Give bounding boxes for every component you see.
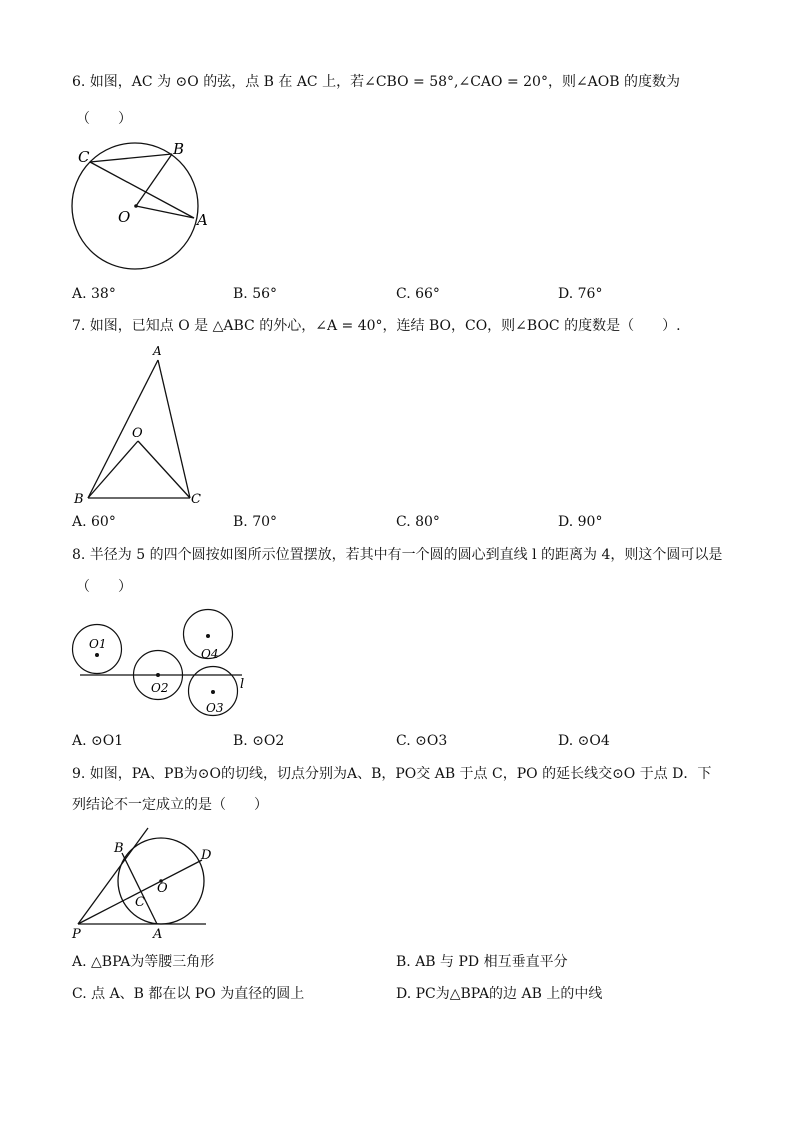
q9-option-a[interactable]: A. △BPA为等腰三角形 [72,954,215,970]
q7-option-d[interactable]: D. 90° [558,514,603,530]
q9-stem-line2: 列结论不一定成立的是（ ） [72,797,268,813]
q9-label-d: D [201,848,212,863]
q6-paren: （ ） [76,111,132,127]
q9-label-o: O [157,881,168,896]
q9-label-a: A [153,927,163,942]
q8-label-o3: O3 [206,701,224,715]
q9-option-c[interactable]: C. 点 A、B 都在以 PO 为直径的圆上 [72,986,305,1002]
q9-figure [64,820,224,945]
q7-option-a[interactable]: A. 60° [72,514,116,530]
q6-label-b: B [173,140,185,158]
q8-option-b[interactable]: B. ⊙O2 [233,733,285,749]
q8-option-d[interactable]: D. ⊙O4 [558,733,610,749]
q9-label-b: B [114,841,124,856]
q6-stem: 6. 如图，AC 为 ⊙O 的弦，点 B 在 AC 上，若∠CBO = 58°,∠CAO = 20°，则∠AOB 的度数为 [72,74,680,90]
q8-label-o2: O2 [151,681,169,695]
q6-option-d[interactable]: D. 76° [558,286,603,302]
q7-label-a: A [153,344,162,358]
q9-label-c: C [135,895,145,910]
q6-option-a[interactable]: A. 38° [72,286,116,302]
q6-label-o: O [118,208,131,226]
q8-stem: 8. 半径为 5 的四个圆按如图所示位置摆放，若其中有一个圆的圆心到直线 l 的距离为 4，则这个圆可以是 [72,547,723,563]
q7-figure [70,340,220,510]
q7-label-c: C [191,492,201,507]
q7-label-o: O [132,426,143,441]
q8-label-l: l [240,677,245,692]
q6-label-c: C [78,148,90,166]
q7-stem: 7. 如图，已知点 O 是 △ABC 的外心，∠A = 40°，连结 BO，CO，则∠BOC 的度数是（ ）. [72,318,681,334]
q6-option-c[interactable]: C. 66° [396,286,440,302]
q8-paren: （ ） [76,579,132,595]
q8-option-c[interactable]: C. ⊙O3 [396,733,448,749]
q8-figure [64,600,264,725]
q6-label-a: A [197,211,208,229]
q7-label-b: B [74,492,84,507]
q8-option-a[interactable]: A. ⊙O1 [72,733,124,749]
q9-option-d[interactable]: D. PC为△BPA的边 AB 上的中线 [396,986,603,1002]
q6-figure [60,138,220,288]
q7-option-b[interactable]: B. 70° [233,514,278,530]
q8-label-o4: O4 [201,647,219,661]
q6-option-b[interactable]: B. 56° [233,286,278,302]
q9-option-b[interactable]: B. AB 与 PD 相互垂直平分 [396,954,568,970]
q7-option-c[interactable]: C. 80° [396,514,440,530]
q9-stem-line1: 9. 如图，PA、PB为⊙O的切线，切点分别为A、B，PO交 AB 于点 C，PO 的延长线交⊙O 于点 D．下 [72,766,712,782]
q8-label-o1: O1 [89,637,107,651]
q9-label-p: P [72,927,81,942]
